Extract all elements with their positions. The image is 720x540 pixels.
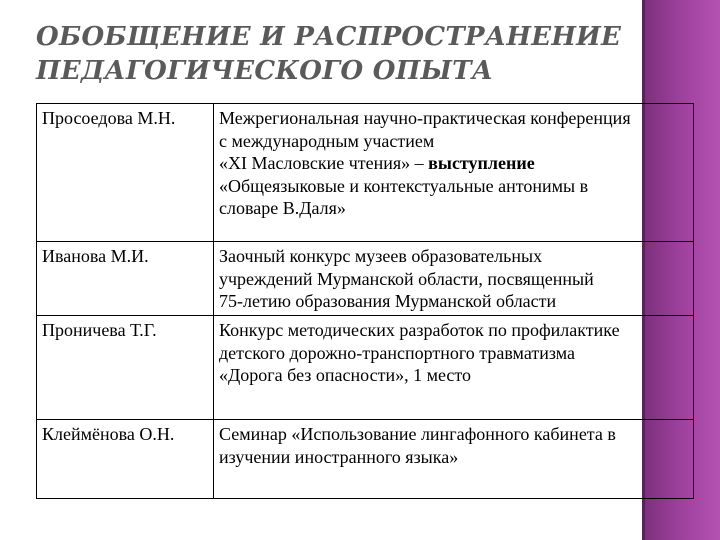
event-description [214, 242, 694, 316]
event-description [214, 104, 694, 242]
title-line-2: ПЕДАГОГИЧЕСКОГО ОПЫТА [36, 56, 494, 86]
description-line: Семинар «Использование лингафонного кабинета в [219, 424, 616, 444]
description-line: Межрегиональная научно-практическая конференция [219, 108, 631, 128]
table-row [37, 242, 694, 316]
achievements-table [36, 103, 694, 499]
description-line: «Общеязыковые и контекстуальные антонимы в [219, 175, 589, 196]
description-line: словаре В.Даля» [219, 198, 346, 218]
person-name: Проничева Т.Г. [37, 316, 214, 420]
description-line: Заочный конкурс музеев образовательных [219, 246, 543, 266]
description-line [219, 152, 689, 175]
page-title [36, 20, 636, 88]
person-name: Иванова М.И. [37, 242, 214, 316]
description-line: учреждений Мурманской области, посвященный [219, 268, 594, 289]
description-text: «XI Масловские чтения» – [219, 153, 429, 173]
person-name: Просоедова М.Н. [37, 104, 214, 242]
description-line: 75-летию образования Мурманской области [219, 291, 557, 311]
event-description [214, 420, 694, 499]
description-line: «Дорога без опасности», 1 место [219, 365, 472, 385]
table-row [37, 104, 694, 242]
description-line: Конкурс методических разработок по профилактике [219, 320, 620, 340]
description-emphasis: выступление [428, 153, 535, 173]
title-line-1: ОБОБЩЕНИЕ И РАСПРОСТРАНЕНИЕ [36, 22, 622, 52]
table-row [37, 420, 694, 499]
description-line: изучении иностранного языка» [219, 446, 459, 467]
event-description [214, 316, 694, 420]
table-row [37, 316, 694, 420]
description-line: детского дорожно-транспортного травматизма [219, 342, 575, 363]
description-line: с международным участием [219, 130, 435, 151]
person-name: Клеймёнова О.Н. [37, 420, 214, 499]
